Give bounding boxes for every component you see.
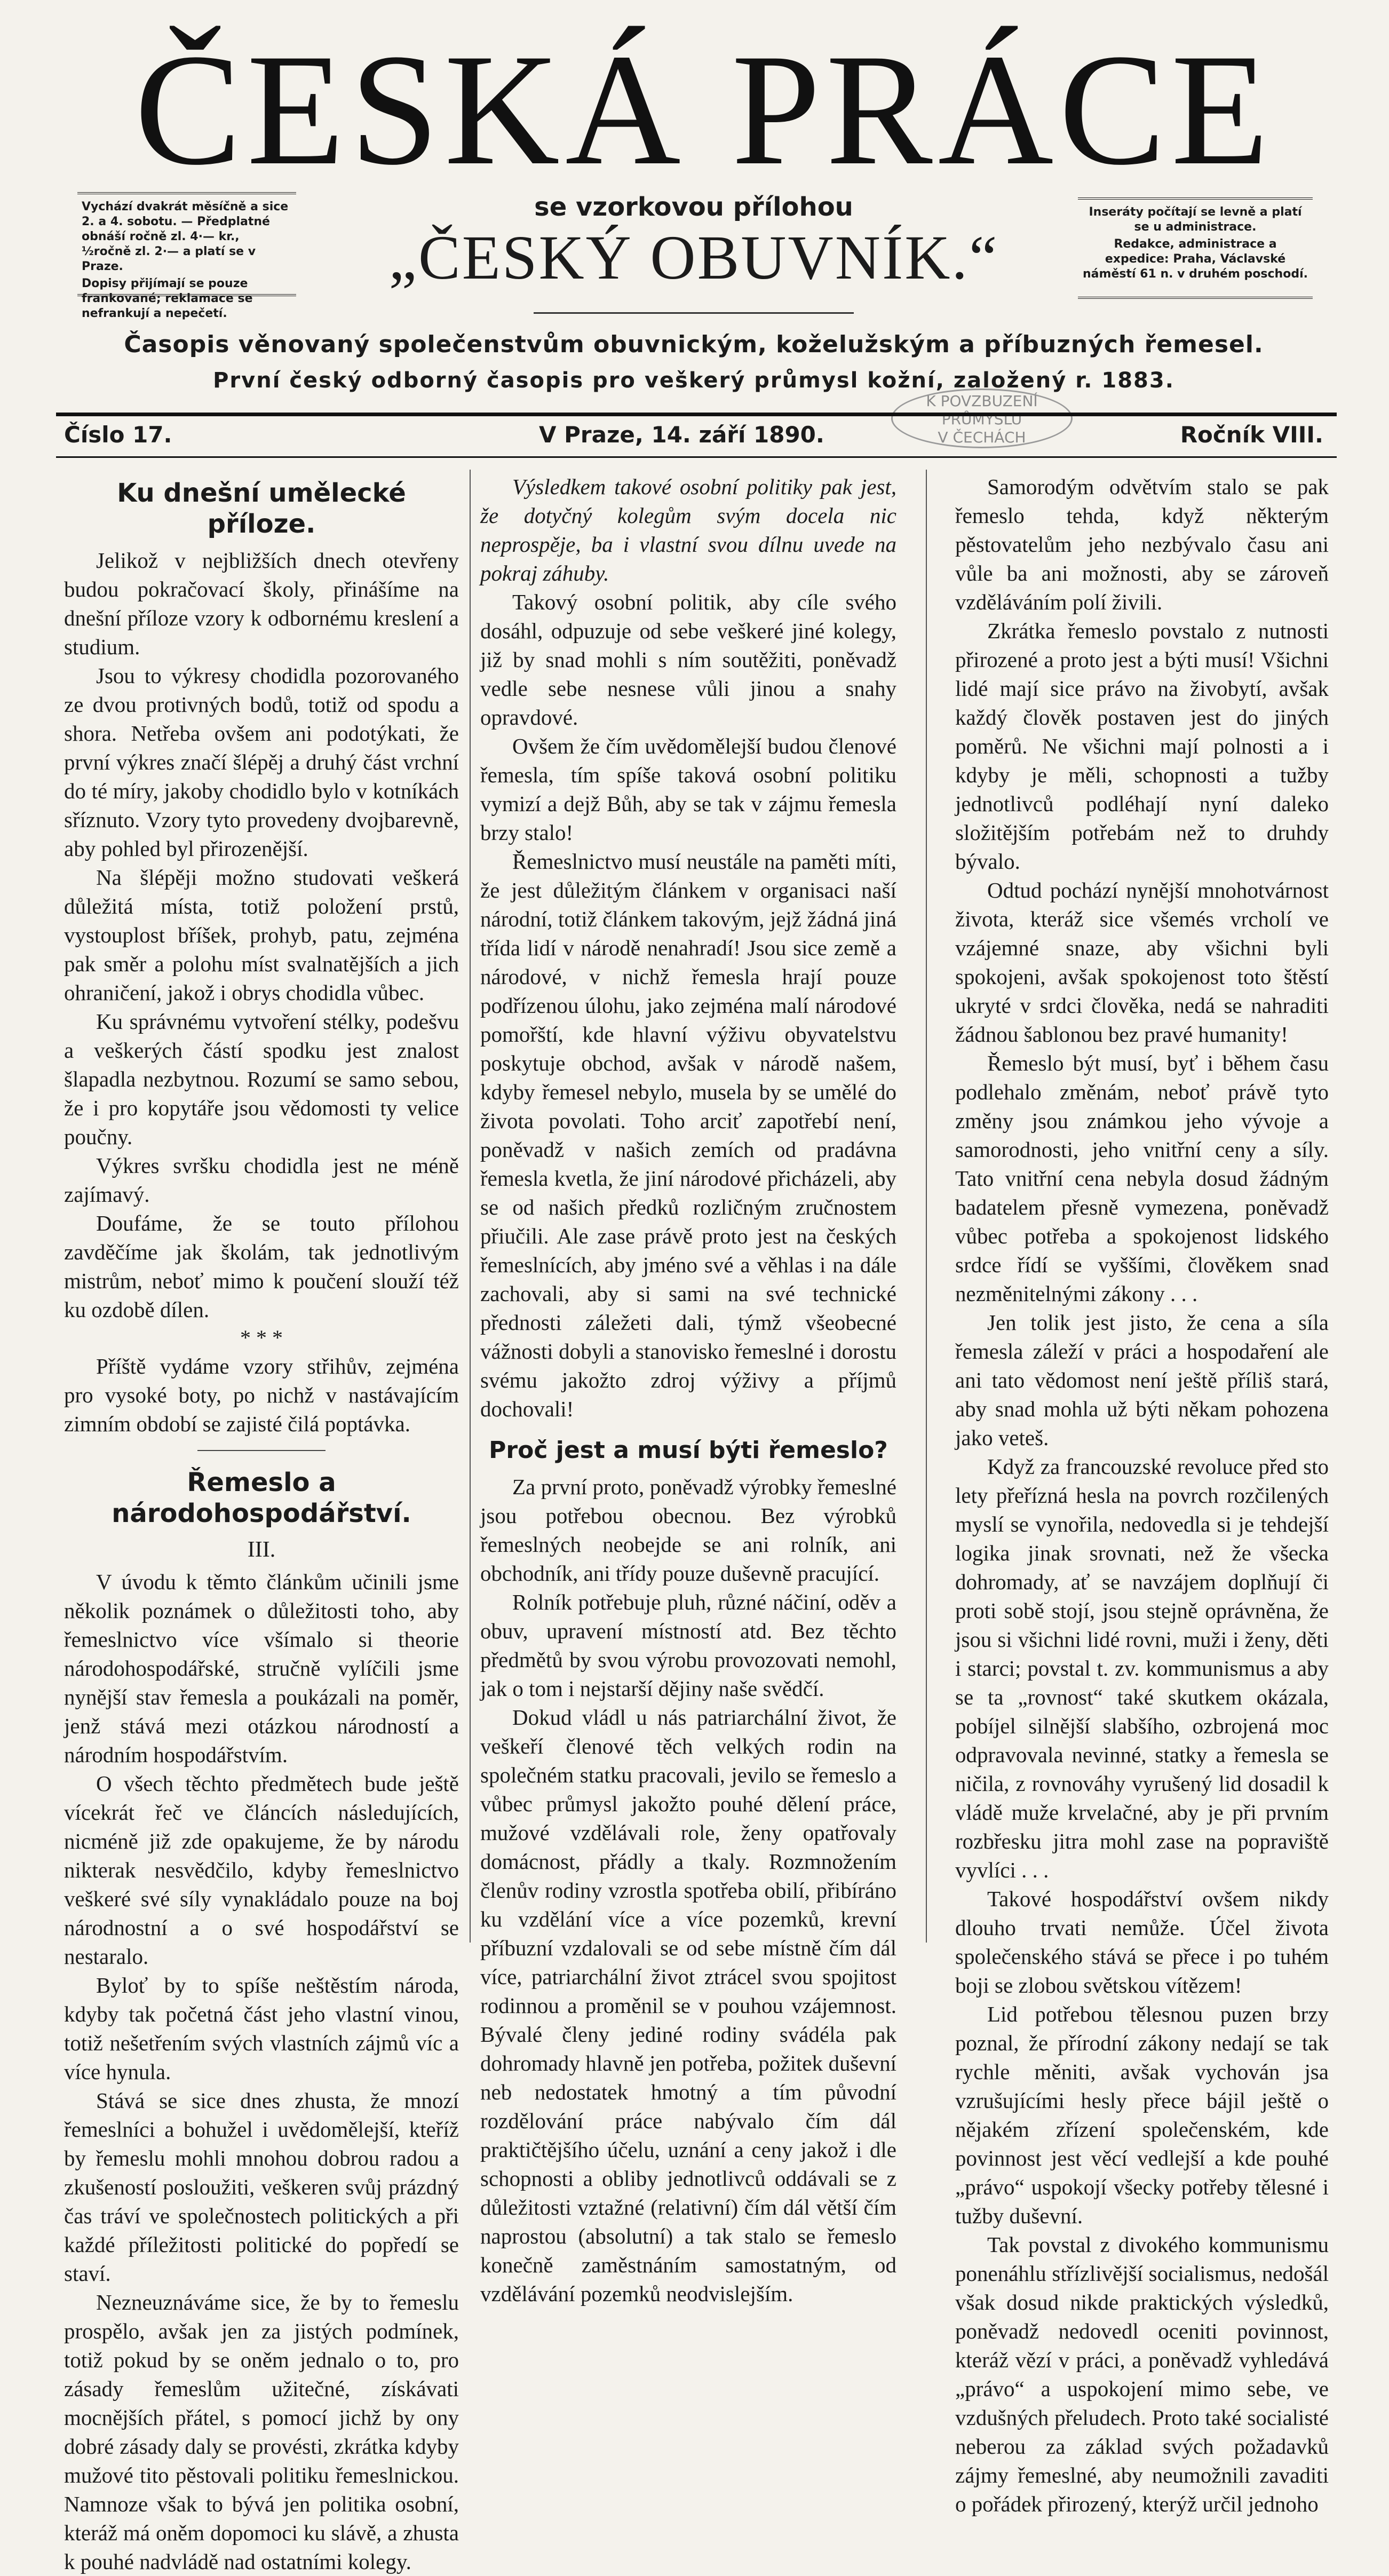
volume-number: Ročník VIII.: [1180, 422, 1323, 448]
paragraph: Byloť by to spíše neštěstím národa, kdyby tak početná část jeho vlastní vinou, totiž nešetřením svých vlastních zájmů víc a více hynula.: [64, 1973, 459, 2084]
stamp-line: K POVZBUZENÍ: [926, 392, 1038, 410]
header-rule: [56, 413, 1337, 416]
paragraph: O všech těchto předmětech bude ještě vícekrát řeč ve článcích následujících, nicméně již zde opakujeme, že by národu nikterak nesvědčilo, kdyby řemeslnictvo veškeré své síly vynakládalo pouze na boj národnostní a o své hospodářství se nestaralo.: [64, 1771, 459, 1969]
paragraph: Lid potřebou tělesnou puzen brzy poznal, že přírodní zákony nedají se tak rychle měniti, avšak vychován jsa vzrušujícími hesly přece bájil ještě o nějakém zřízení společenském, kde povinnost jest věcí vedlejší a kde pouhé „právo“ uspokojí všecky potřeby tělesné i tužby duševní.: [955, 2002, 1329, 2228]
section-separator: [197, 1450, 326, 1451]
paragraph: Za první proto, poněvadž výrobky řemeslné jsou potřebou obecnou. Bez výrobků řemeslných neobejde se ani rolník, ani obchodník, ani třídy pouze duševně pracující.: [480, 1475, 896, 1586]
section-number: III.: [247, 1537, 276, 1562]
paragraph: Takové hospodářství ovšem nikdy dlouho trvati nemůže. Účel života společenského stává se přece i po tuhém boji se zlobou světskou vítězem!: [955, 1887, 1329, 1998]
supplement-title: „ČESKÝ OBUVNÍK.“: [388, 223, 999, 292]
paragraph: Samorodým odvětvím stalo se pak řemeslo tehda, když některým pěstovatelům jeho nezbývalo času ani vůle ba ani možnosti, aby se zároveň vzděláváním polí živili.: [955, 474, 1329, 614]
supplement-intro: se vzorkovou přílohou: [534, 192, 853, 222]
masthead-title: ČESKÁ PRÁCE: [134, 21, 1274, 198]
subtitle-dedication: Časopis věnovaný společenstvům obuvnickým, koželužským a příbuzných řemesel.: [124, 331, 1264, 358]
paragraph: Na šlépěji možno studovati veškerá důležitá místa, totiž položení prstů, vystouplost bříšek, prohyb, patu, zejména pak směr a polohu míst svalnatějších a jich ohraničení, jakož i obrys chodidla vůbec.: [64, 865, 459, 1005]
paragraph: Stává se sice dnes zhusta, že mnozí řemeslníci a bohužel i uvědomělejší, kteříž by řemeslu mohli mnohou dobrou radou a zkušeností posloužiti, veškeren svůj prázdný čas tráví ve společnostech politických a při každé příležitosti politické do popředí se staví.: [64, 2088, 459, 2286]
paragraph: Ovšem že čím uvědomělejší budou členové řemesla, tím spíše taková osobní politiku vymizí a dejž Bůh, aby se tak v zájmu řemesla brzy stalo!: [480, 734, 896, 845]
dateline: [64, 422, 1334, 454]
editorial-info-box: [1078, 197, 1313, 299]
column-divider: [926, 470, 927, 1943]
letters-info: Dopisy přijímají se pouze frankované; reklamace se nefrankují a nepečetí.: [82, 277, 253, 320]
paragraph: Odtud pochází nynější mnohotvárnost života, kteráž sice všemés vrcholí ve vzájemné snaze, aby všichni byli spokojeni, avšak spokojenost toto štěstí ukryté v srdci člověka, nedá se nahraditi žádnou šablonou bez pravé humanity!: [955, 878, 1329, 1047]
issue-date: V Praze, 14. září 1890.: [539, 422, 824, 448]
column-divider: [470, 470, 471, 1943]
issue-number: Číslo 17.: [64, 422, 172, 448]
paragraph: V úvodu k těmto článkům učinili jsme několik poznámek o důležitosti toho, aby řemeslnictvo více všímalo si theorie národohospodářské, stručně vylíčili jsme nynější stav řemesla a poukázali na poměr, jenž stává mezi otázkou národností a národním hospodářstvím.: [64, 1570, 459, 1767]
ornament-rule: [534, 312, 854, 314]
asterisk-separator: * * *: [240, 1326, 283, 1350]
paragraph: Rolník potřebuje pluh, různé náčiní, oděv a obuv, upravení místností atd. Bez těchto předmětů by svou výrobu provozovati nemohl, jak o tom i nejstarší dějiny naše svědčí.: [480, 1590, 896, 1701]
paragraph: Řemeslo být musí, byť i během času podlehalo změnám, neboť právě tyto změny jsou známkou jeho vývoje a samorodnosti, jeho vnitřní ceny a síly. Tato vnitřní cena nebyla dosud žádným badatelem přesně vymezena, poněvadž vůbec potřeba a spokojenost lidského srdce řídí se vyššími, člověkem snad nezměnitelnými zákony . . .: [955, 1051, 1329, 1306]
paragraph: Ku správnému vytvoření stélky, podešvu a veškerých částí spodku jest znalost šlapadla nezbytnou. Rozumí se samo sebou, že i pro kopytáře jsou vědomosti ty velice poučny.: [64, 1009, 459, 1149]
article-heading-why-craft: Proč jest a musí býti řemeslo?: [489, 1437, 888, 1464]
subscription-info: Vychází dvakrát měsíčně a sice 2. a 4. sobotu. — Předplatné obnáší ročně zl. 4·— kr., ½ročně zl. 2·— a platí se v Praze.: [82, 200, 289, 273]
paragraph: Tak povstal z divokého kommunismu ponenáhlu střízlivější socialismus, nedošál však dosud nikde praktických výsledků, poněvadž nedovedl oceniti povinnost, kteráž vězí v práci, a poněvadž vyhledává „právo“ a uspokojení mimo sebe, ve vzdušných přeludech. Proto také socialisté neberou za základ svých požadavků zájmy řemeslné, aby neumožnili zavaditi o pořádek přirozený, kterýž určil jednoho: [955, 2232, 1329, 2516]
address-info: Redakce, administrace a expedice: Praha, Václavské náměstí 61 n. v druhém poschodí.: [1083, 237, 1308, 281]
paragraph: Výsledkem takové osobní politiky pak jest, že dotyčný kolegům svým docela nic neprospěje, ba i vlastní svou dílnu uvede na pokraj záhuby.: [480, 474, 896, 585]
paragraph: Příště vydáme vzory střihův, zejména pro vysoké boty, po nichž v nastávajícím zimním období se zajisté čilá poptávka.: [64, 1354, 459, 1436]
paragraph: Doufáme, že se touto přílohou zavděčíme jak školám, tak jednotlivým mistrům, neboť mimo k poučení slouží též ku ozdobě dílen.: [64, 1211, 459, 1322]
dateline-rule: [56, 456, 1337, 458]
paragraph: Takový osobní politik, aby cíle svého dosáhl, odpuzuje od sebe veškeré jiné kolegy, již by snad mohli s ním soutěžiti, poněvadž vedle sebe nesnese vůli jinou a snahy opravdové.: [480, 590, 896, 730]
paragraph: Když za francouzské revoluce před sto lety přeřízná hesla na povrch rozčilených myslí se vynořila, nedovedla si je tehdejší logika jinak srovnati, než že všecka dohromady, ať se navzájem doplňují či proti sobě stojí, jsou stejně oprávněna, že jsou si všichni lidé rovni, muži i ženy, děti i starci; povstal t. zv. kommunismus a aby se ta „rovnost“ také skutkem okázala, pobíjel silnější slabšího, ozbrojená moc odpravovala nevinné, statky a řemesla se ničila, z rovnováhy vyrušený lid dosadil k vládě muže krvelačné, aby je při prvním rozbřesku jitra mohl zase na popraviště vyvlíci . . .: [955, 1454, 1329, 1882]
paragraph: Řemeslnictvo musí neustále na paměti míti, že jest důležitým článkem v organisaci naší národní, totiž článkem takovým, jejž žádná jiná třída lidí v národě nenahradí! Jsou sice země a národové, v nichž řemesla hrají pouze podřízenou úlohu, jako zejména malí národové pomořští, kde hlavní výživu obyvatelstvu poskytuje obchod, avšak v národě našem, kdyby řemesel nebylo, musela by se umělé do života povolati. Toho arciť zapotřebí není, poněvadž v našich zemích od pradávna řemesla kvetla, že jiní národové přicházeli, aby se od našich předků rozličným zručnostem přiučili. Ale zase právě proto jest na českých řemeslnících, aby jméno své a věhlas i na dále zachovali, aby si sami na své technické přednosti záležeti dali, týmž všeobecné vážnosti dobyli a stanovisko řemeslné i dorostu svému jakožto zdroj výživy a příjmů dochovali!: [480, 849, 896, 1421]
advert-info: Inseráty počítají se levně a platí se u administrace.: [1089, 205, 1302, 234]
subscription-info-box: [77, 192, 296, 320]
column-3: [955, 472, 1329, 2518]
paragraph: Jen tolik jest jisto, že cena a síla řemesla záleží v práci a hospodaření ale ani tato vědomost není ještě příliš stará, aby snad mohla už býti někam pohozena jako veteš.: [955, 1310, 1329, 1450]
column-2: [480, 472, 896, 2308]
paragraph: Dokud vládl u nás patriarchální život, že veškeří členové těch velkých rodin na společném statku pracovali, jevilo se řemeslo a vůbec průmysl jakožto pouhé dělení práce, mužové vzdělávali role, ženy opatřovaly domácnost, přádly a tkaly. Rozmnožením členův rodiny vzrostla spotřeba obilí, přibíráno ku vzdělání více a více pozemků, krevní příbuzní vzdalovali se od sebe místně čím dál více, patriarchální život ztrácel svou spojitost rodinnou a proměnil se v pouhou vzájemnost. Bývalé členy jediné rodiny svádéla pak dohromady hlavně jen potřeba, požitek duševní neb nedostatek hmotný a tím původní rozdělování práce nabývalo čím dál praktičtějšího účelu, uznání a ceny jakož i dle schopnosti a obliby jednotlivců oddávali se z důležitosti vztažné (relativní) čím dál větší čím naprostou (absolutní) a tak stalo se řemeslo konečně zaměstnáním samostatným, od vzdělávání pozemků neodvislejším.: [480, 1705, 896, 2306]
subtitle-founded: První český odborný časopis pro veškerý průmysl kožní, založený r. 1883.: [213, 368, 1174, 393]
column-1: [64, 472, 459, 2576]
paragraph: Jelikož v nejbližších dnech otevřeny budou pokračovací školy, přinášíme na dnešní příloze vzory k odbornému kreslení a studium.: [64, 548, 459, 659]
paragraph: Výkres svršku chodidla jest ne méně zajímavý.: [64, 1153, 459, 1207]
stamp-line: PRŮMYSLU: [941, 410, 1022, 428]
paragraph: Nezneuznáváme sice, že by to řemeslu prospělo, avšak jen za jistých podmínek, totiž pokud by se oněm jednalo o to, pro zásady řemeslům užitečné, získávati mocnějších přátel, s pomocí jichž by ony dobré zásady daly se provésti, zkrátka kdyby mužové tito pěstovali politiku řemeslnickou. Namnoze však to bývá jen politika osobní, kteráž má oněm dopomoci ku slávě, a zhusta k pouhé nadvládě nad ostatními kolegy.: [64, 2290, 459, 2574]
article-heading-craft-economy: Řemeslo a národohospodářství.: [112, 1468, 411, 1528]
paragraph: Zkrátka řemeslo povstalo z nutnosti přirozené a proto jest a býti musí! Všichni lidé mají sice právo na živobytí, avšak každý člověk postaven jest do jiných poměrů. Ne všichni mají polnosti a i kdyby je měli, schopnosti a tužby jednotlivců podléhají nyní daleko složitějším potřebám než to druhdy bývalo.: [955, 619, 1329, 874]
paragraph: Jsou to výkresy chodidla pozorovaného ze dvou protivných bodů, totiž od spodu a shora. Netřeba ovšem ani podotýkati, že první výkres značí šlépěj a druhý část vrchní do té míry, jakoby chodidlo bylo v kotníkách sříznuto. Vzory tyto provedeny dvojbarevně, aby pohled byl přirozenější.: [64, 663, 459, 861]
article-heading-art-supplement: Ku dnešní umělecké příloze.: [117, 478, 406, 539]
stamp-line: V ČECHÁCH: [938, 429, 1026, 446]
